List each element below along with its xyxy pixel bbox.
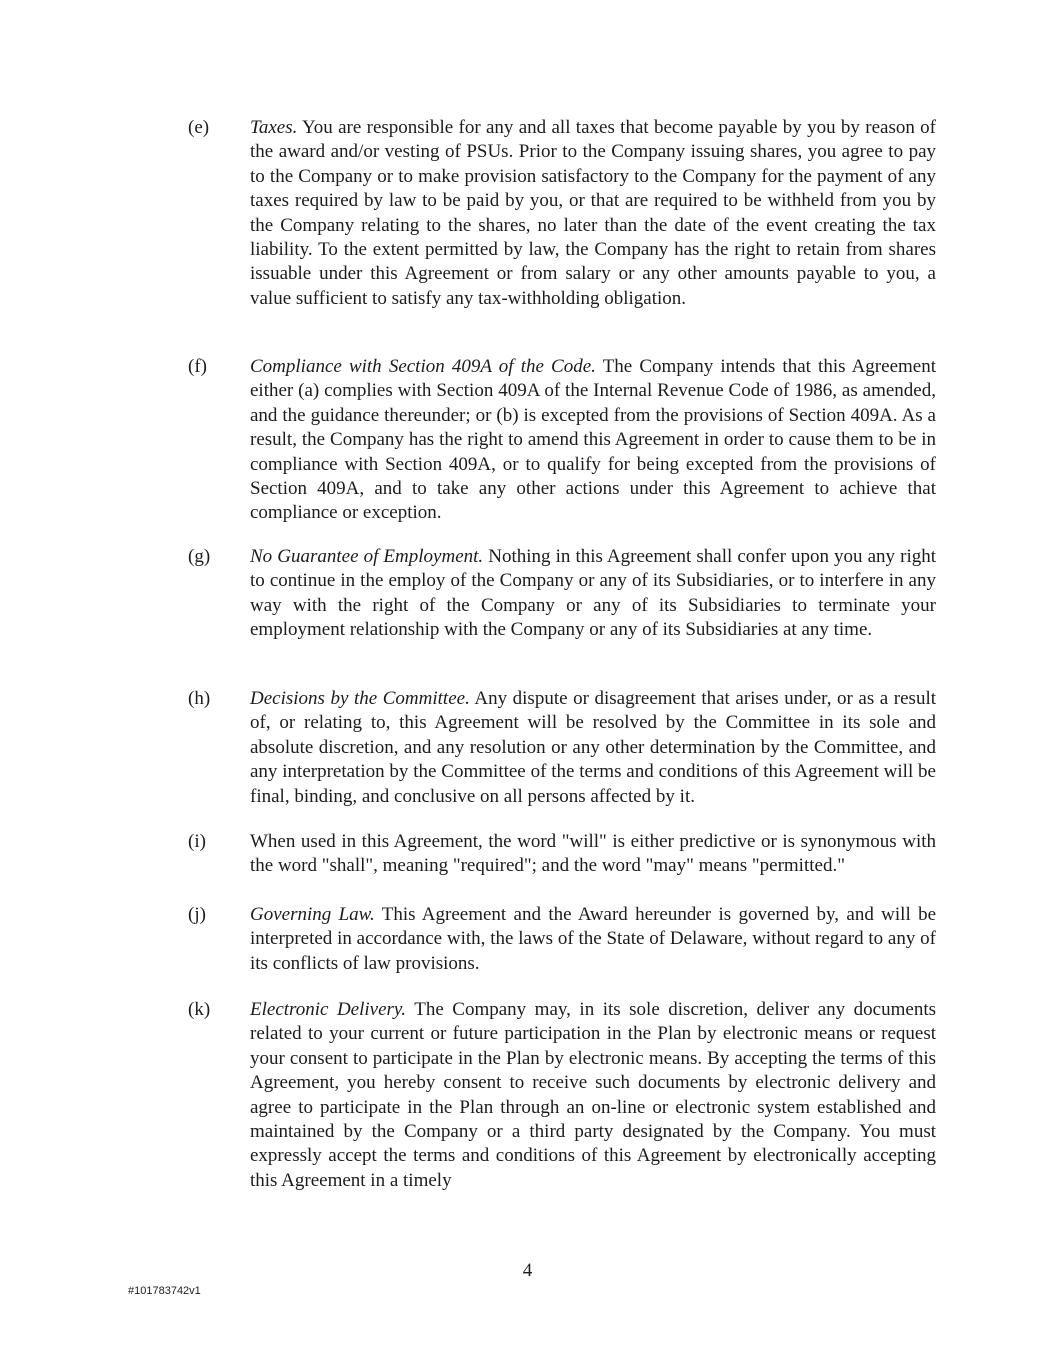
section-text: The Company intends that this Agreement either (a) complies with Section 409A of the Internal Revenue Code of 1986, as amended, and the guidance thereunder; or (b) is excepted from the provisions of Section 409A. As a result, the Company has the right to amend this Agreement in order to cause them to be in compliance with Section 409A, or to qualify for being excepted from the provisions of Section 409A, and to take any other actions under this Agreement to achieve that compliance or exception. (250, 356, 936, 524)
section-heading: Taxes. (250, 117, 298, 138)
section-label: (h) (188, 688, 211, 709)
section-label: (i) (188, 831, 206, 852)
section-text: The Company may, in its sole discretion, deliver any documents related to your current or future participation in the Plan by electronic means or request your consent to participate in the Plan by electronic means. By accepting the terms of this Agreement, you hereby consent to receive such documents by electronic delivery and agree to participate in the Plan through an on-line or electronic system established and maintained by the Company or a third party designated by the Company. You must expressly accept the terms and conditions of this Agreement by electronically accepting this Agreement in a timely (250, 999, 936, 1191)
section-label: (j) (188, 904, 206, 925)
section-body (250, 998, 936, 1193)
section-heading: Compliance with Section 409A of the Code. (250, 356, 596, 377)
document-id: #101783742v1 (128, 1285, 201, 1297)
section-label: (g) (188, 546, 211, 567)
section-label: (f) (188, 356, 207, 377)
section-heading: Decisions by the Committee. (250, 688, 470, 709)
section-heading: Governing Law. (250, 904, 375, 925)
section-body (250, 116, 936, 311)
section-text: Any dispute or disagreement that arises under, or as a result of, or relating to, this Agreement will be resolved by the Committee in its sole and absolute discretion, and any resolution or any other determination by the Committee, and any interpretation by the Committee of the terms and conditions of this Agreement will be final, binding, and conclusive on all persons affected by it. (250, 688, 936, 807)
section-text: This Agreement and the Award hereunder is governed by, and will be interpreted in accordance with, the laws of the State of Delaware, without regard to any of its conflicts of law provisions. (250, 904, 937, 974)
section-body (250, 903, 936, 976)
page-number: 4 (522, 1260, 533, 1281)
section-heading: Electronic Delivery. (250, 999, 407, 1020)
section-body (250, 355, 936, 526)
section-label: (e) (188, 117, 210, 138)
section-text: You are responsible for any and all taxes that become payable by you by reason of the award and/or vesting of PSUs. Prior to the Company issuing shares, you agree to pay to the Company or to make provision satisfactory to the Company for the payment of any taxes required by law to be paid by you, or that are required to be withheld from you by the Company relating to the shares, no later than the date of the event creating the tax liability. To the extent permitted by law, the Company has the right to retain from shares issuable under this Agreement or from salary or any other amounts payable to you, a value sufficient to satisfy any tax-withholding obligation. (250, 117, 936, 309)
section-text: When used in this Agreement, the word "will" is either predictive or is synonymous with the word "shall", meaning "required"; and the word "may" means "permitted." (250, 831, 936, 877)
section-body (250, 687, 936, 809)
section-body (250, 830, 936, 879)
section-label: (k) (188, 999, 211, 1020)
section-text: Nothing in this Agreement shall confer upon you any right to continue in the employ of the Company or any of its Subsidiaries, or to interfere in any way with the right of the Company or any of its Subsidiaries to terminate your employment relationship with the Company or any of its Subsidiaries at any time. (250, 546, 937, 641)
section-body (250, 545, 936, 643)
section-heading: No Guarantee of Employment. (250, 546, 484, 567)
